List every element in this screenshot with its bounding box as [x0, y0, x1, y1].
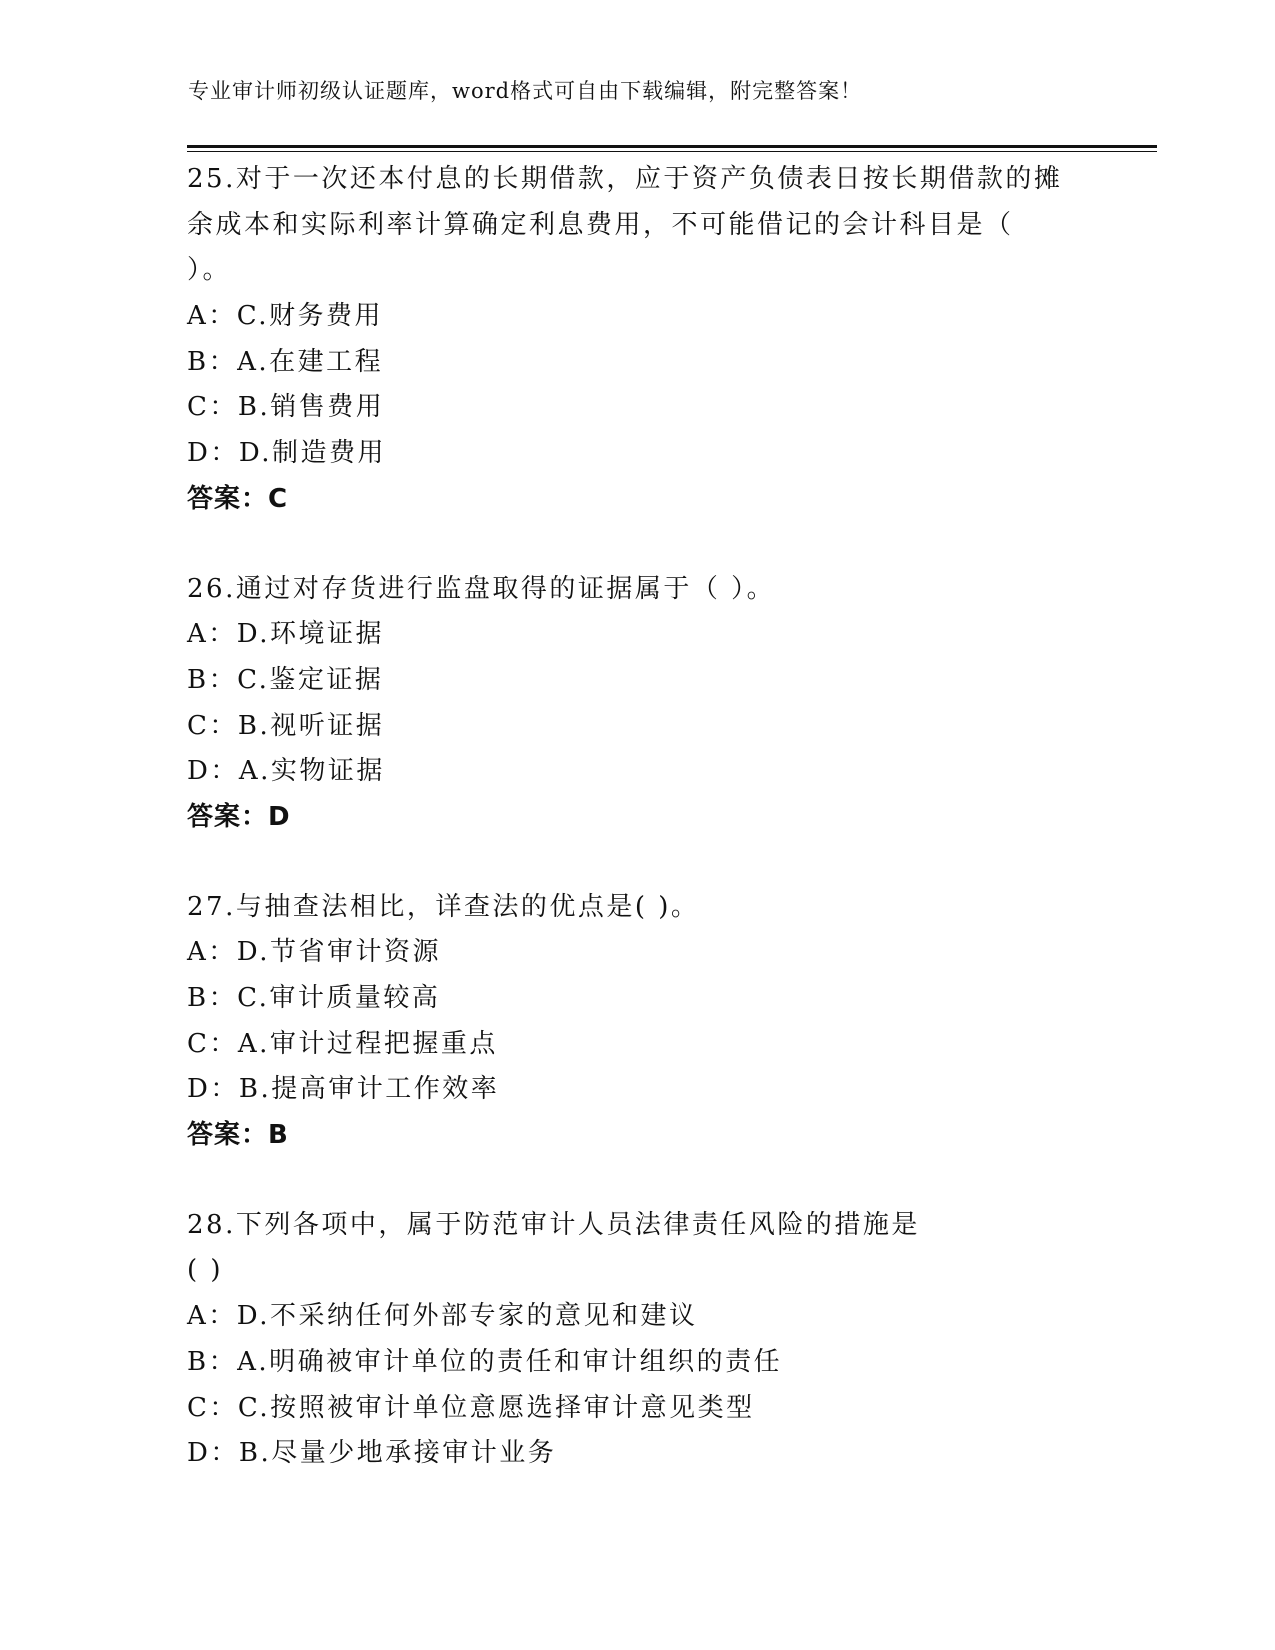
option-b: B：C.鉴定证据 [187, 664, 384, 695]
question-stem: 28.下列各项中，属于防范审计人员法律责任风险的措施是 [187, 1209, 920, 1240]
option-d: D：B.尽量少地承接审计业务 [187, 1438, 557, 1469]
question-28 [187, 1203, 1087, 1477]
option-a: A：C.财务费用 [187, 301, 384, 332]
page-header: 专业审计师初级认证题库，word格式可自由下载编辑，附完整答案！ [188, 79, 863, 103]
answer-label: 答案：D [187, 801, 291, 832]
option-b: B：C.审计质量较高 [187, 983, 441, 1013]
answer-label: 答案：C [187, 483, 289, 514]
option-a: A：D.节省审计资源 [187, 937, 441, 968]
header-rule-thick [187, 145, 1157, 148]
header-rule-thin [187, 151, 1157, 152]
question-stem: 26.通过对存货进行监盘取得的证据属于（ ）。 [187, 573, 776, 604]
question-stem: 27.与抽查法相比，详查法的优点是( )。 [187, 891, 700, 922]
option-b: B：A.明确被审计单位的责任和审计组织的责任 [187, 1346, 783, 1377]
option-b: B：A.在建工程 [187, 346, 384, 377]
option-c: C：C.按照被审计单位意愿选择审计意见类型 [187, 1392, 755, 1423]
question-stem: 25.对于一次还本付息的长期借款，应于资产负债表日按长期借款的摊 [187, 164, 1063, 194]
option-d: D：D.制造费用 [187, 438, 387, 469]
question-26 [187, 567, 1087, 841]
question-stem: 余成本和实际利率计算确定利息费用，不可能借记的会计科目是（ [187, 209, 1014, 240]
option-c: C：B.视听证据 [187, 710, 385, 741]
question-27 [187, 885, 1087, 1159]
option-d: D：A.实物证据 [187, 756, 385, 787]
option-a: A：D.环境证据 [187, 619, 384, 650]
question-25 [187, 157, 1087, 523]
answer-label: 答案：B [187, 1120, 289, 1151]
option-c: C：B.销售费用 [187, 392, 385, 423]
option-d: D：B.提高审计工作效率 [187, 1074, 500, 1105]
question-stem: ）。 [187, 255, 232, 286]
question-stem: ( ) [187, 1255, 224, 1286]
question-list [187, 157, 1087, 1521]
option-c: C：A.审计过程把握重点 [187, 1028, 498, 1059]
option-a: A：D.不采纳任何外部专家的意见和建议 [187, 1301, 698, 1332]
